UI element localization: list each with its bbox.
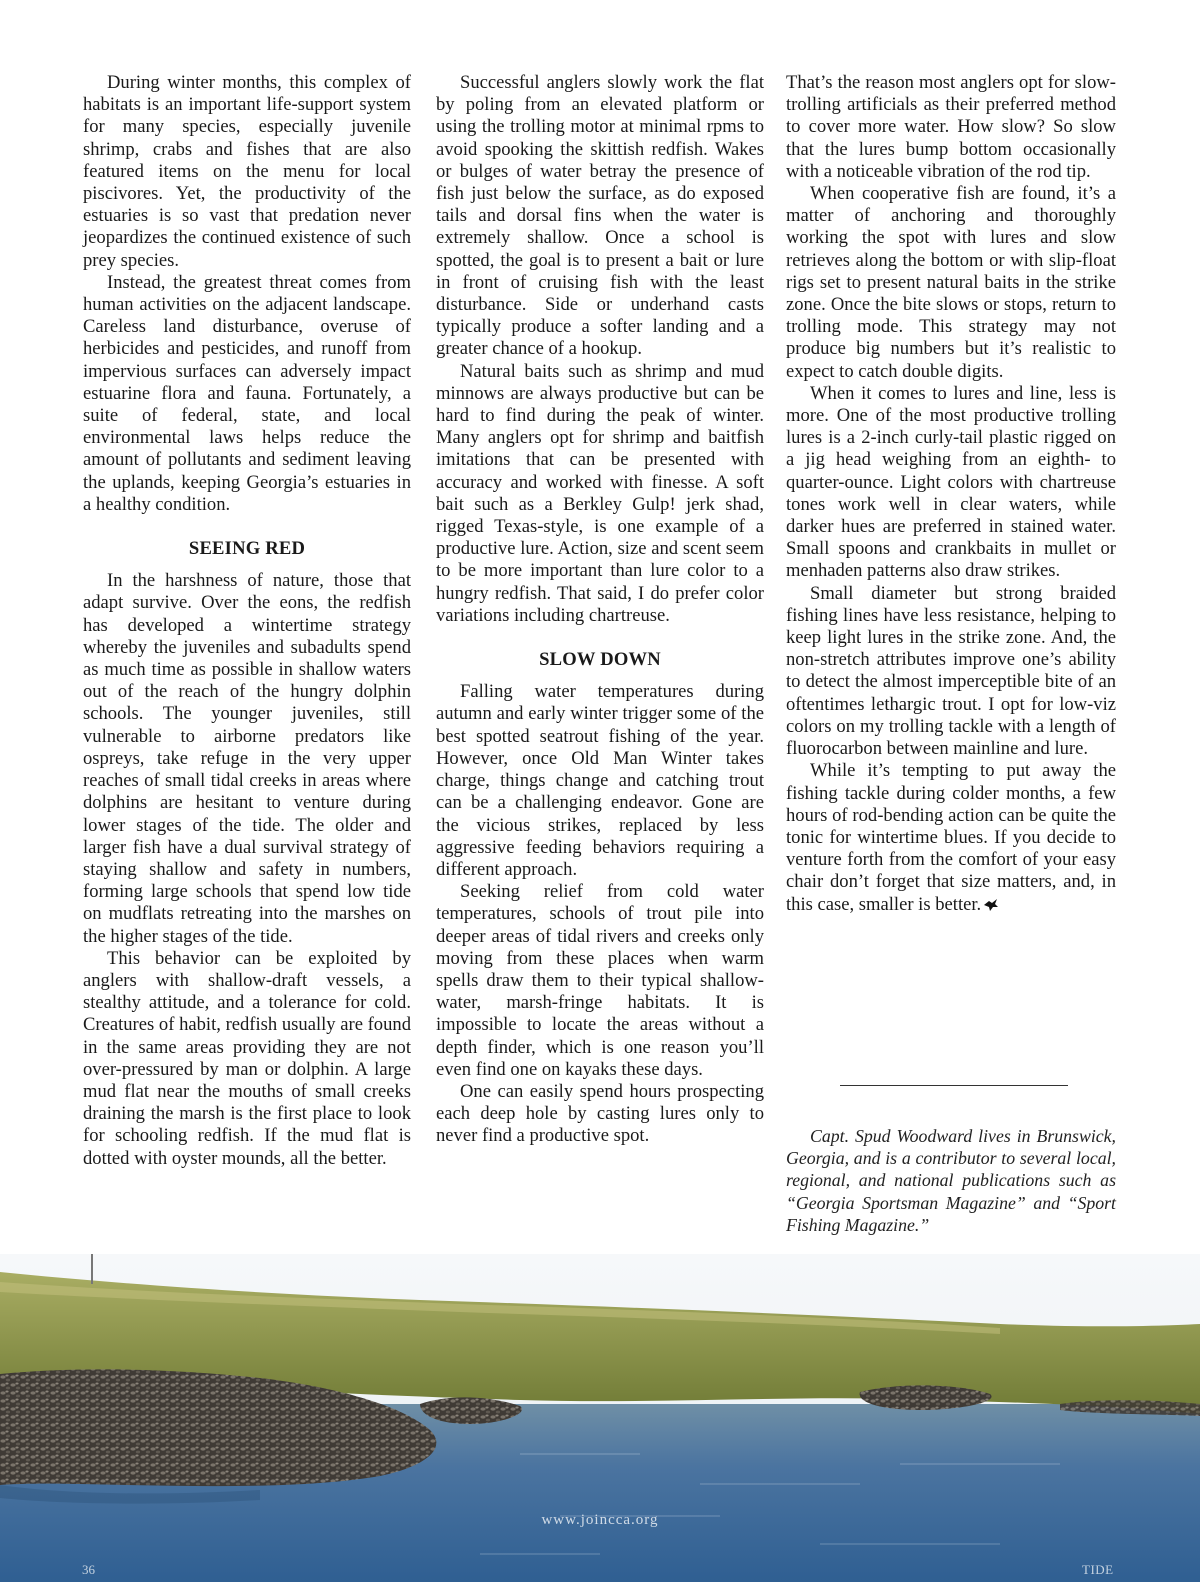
paragraph-final bbox=[786, 760, 1116, 915]
paragraph: When cooperative fish are found, it’s a matter of anchoring and thoroughly working the spot with lures and slow retrieves along the bottom or with slip-float rigs set to present natural baits in the strike zone. Once the bite slows or stops, return to trolling mode. This strategy may not produce big numbers but it’s realistic to expect to catch double digits. bbox=[786, 183, 1116, 382]
paragraph: Successful anglers slowly work the flat by poling from an elevated platform or using the trolling motor at minimal rpms to avoid spooking the skittish redfish. Wakes or bulges of water betray the presence of fish just below the surface, as do exposed tails and dorsal fins when the water is extremely shallow. Once a school is spotted, the goal is to present a bait or lure in front of cruising fish with the least disturbance. Side or underhand casts typically produce a softer landing and a greater chance of a hookup. bbox=[436, 72, 764, 360]
magazine-name: TIDE bbox=[1082, 1562, 1114, 1577]
bio-divider bbox=[840, 1085, 1068, 1086]
footer-url: www.joincca.org bbox=[541, 1512, 659, 1528]
paragraph: Falling water temperatures during autumn and early winter trigger some of the best spotted seatrout fishing of the year. However, once Old Man Winter takes charge, things change and catching trout can be a challenging endeavor. Gone are the vicious strikes, replaced by less aggressive feeding behaviors requiring a different approach. bbox=[436, 681, 764, 880]
paragraph: This behavior can be exploited by anglers with shallow-draft vessels, a stealthy attitude, and a tolerance for cold. Creatures of habit, redfish usually are found in the same areas providing they are not over-pressured by man or dolphin. A large mud flat near the mouths of small creeks draining the marsh is the first place to look for schooling redfish. If the mud flat is dotted with oyster mounds, all the better. bbox=[83, 947, 411, 1169]
text-column-2 bbox=[436, 72, 764, 1148]
section-heading-seeing-red: SEEING RED bbox=[188, 538, 306, 560]
paragraph: When it comes to lures and line, less is more. One of the most productive trolling lures is a 2-inch curly-tail plastic rigged on a jig head weighing from an eighth- to quarter-ounce. Light colors with chartreuse tones work well in clear waters, while darker hues are preferred in stained water. Small spoons and crankbaits in mullet or menhaden patterns also draw strikes. bbox=[786, 382, 1116, 582]
estuary-photo bbox=[0, 1254, 1200, 1582]
section-heading-slow-down: SLOW DOWN bbox=[539, 649, 661, 671]
page-number: 36 bbox=[82, 1562, 95, 1577]
paragraph: Small diameter but strong braided fishing lines have less resistance, helping to keep light lures in the strike zone. And, the non-stretch attributes improve one’s ability to detect the almost imperceptible bite of an oftentimes lethargic trout. I opt for low-viz colors on my trolling tackle with a length of fluorocarbon between mainline and lure. bbox=[786, 582, 1116, 760]
paragraph: Seeking relief from cold water temperatures, schools of trout pile into deeper areas of tidal rivers and creeks only moving from these places when warm spells draw them to their typical shallow-water, marsh-fringe habitats. It is impossible to locate the areas without a depth finder, which is one reason you’ll even find one on kayaks these days. bbox=[436, 881, 764, 1080]
paragraph: In the harshness of nature, those that adapt survive. Over the eons, the redfish has developed a wintertime strategy whereby the juveniles and subadults spend as much time as possible in shallow waters out of the reach of the hungry dolphin schools. The younger juveniles, still vulnerable to airborne predators like ospreys, take refuge in the very upper reaches of small tidal creeks in areas where dolphins are hesitant to venture during lower stages of the tide. The older and larger fish have a dual survival strategy of staying shallow and safety in numbers, forming large schools that spend low tide on mudflats retreating into the marshes on the higher stages of the tide. bbox=[83, 570, 411, 947]
text-column-3 bbox=[786, 72, 1116, 916]
paragraph: One can easily spend hours prospecting each deep hole by casting lures only to never find a productive spot. bbox=[436, 1080, 764, 1147]
paragraph: Instead, the greatest threat comes from human activities on the adjacent landscape. Careless land disturbance, overuse of herbicides and pesticides, and runoff from impervious surfaces can adversely impact estuarine flora and fauna. Fortunately, a suite of federal, state, and local environmental laws helps reduce the amount of pollutants and sediment leaving the uplands, keeping Georgia’s estuaries in a healthy condition. bbox=[83, 271, 411, 515]
paragraph: During winter months, this complex of habitats is an important life-support system for many species, especially juvenile shrimp, crabs and fishes that are also featured items on the menu for local piscivores. Yet, the productivity of the estuaries is so vast that predation never jeopardizes the continued existence of such prey species. bbox=[83, 72, 411, 271]
text-column-1 bbox=[83, 72, 411, 1170]
paragraph: That’s the reason most anglers opt for slow-trolling artificials as their preferred method to cover more water. How slow? So slow that the lures bump bottom occasionally with a noticeable vibration of the rod tip. bbox=[786, 72, 1116, 182]
final-paragraph-text: While it’s tempting to put away the fishing tackle during colder months, a few hours of rod-bending action can be quite the tonic for wintertime blues. If you decide to venture forth from the comfort of your easy chair don’t forget that size matters, and, in this case, smaller is better. bbox=[786, 760, 1116, 915]
author-bio: Capt. Spud Woodward lives in Brunswick, Georgia, and is a contributor to several local, regional, and national publications such as “Georgia Sportsman Magazine” and “Sport Fishing Magazine.” bbox=[786, 1126, 1116, 1235]
fish-end-mark-icon bbox=[983, 898, 999, 912]
paragraph: Natural baits such as shrimp and mud minnows are always productive but can be hard to find during the peak of winter. Many anglers opt for shrimp and baitfish imitations that can be presented with accuracy and worked with finesse. A soft bait such as a Berkley Gulp! jerk shad, rigged Texas-style, is one example of a productive lure. Action, size and scent seem to be more important than lure color to a hungry redfish. That said, I do prefer color variations including chartreuse. bbox=[436, 360, 764, 626]
